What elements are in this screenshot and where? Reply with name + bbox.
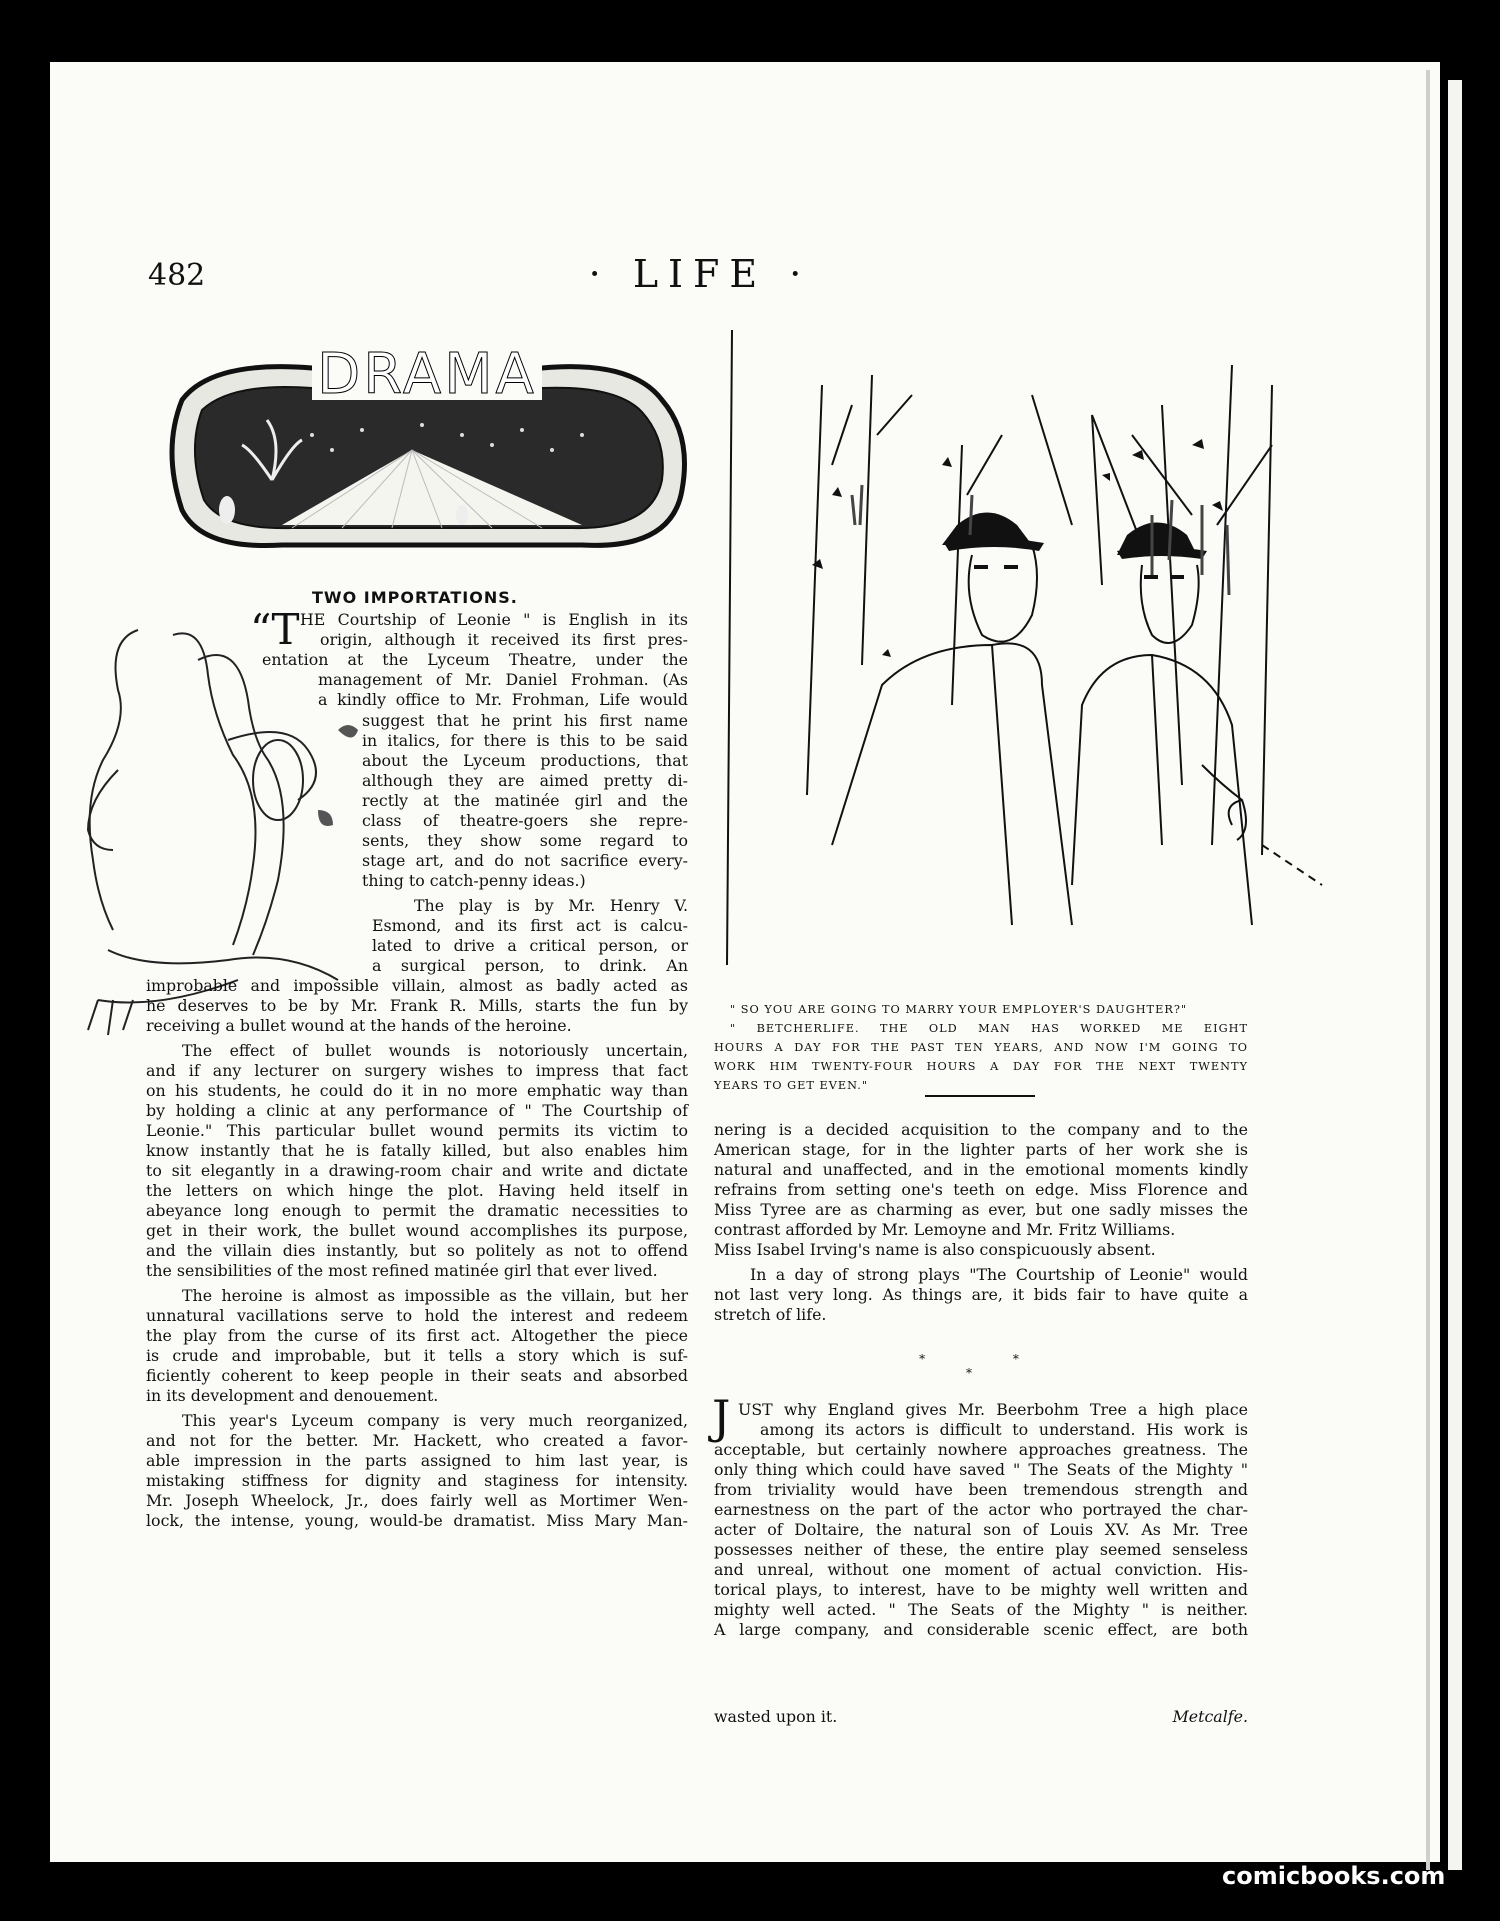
- article-text-line: although they are aimed pretty di-: [362, 771, 688, 790]
- article-text-line: able impression in the parts assigned to him last year, is: [146, 1451, 688, 1470]
- article-heading: TWO IMPORTATIONS.: [312, 588, 518, 607]
- article-text-line: the letters on which hinge the plot. Having held itself in: [146, 1181, 688, 1200]
- article-text-line: he deserves to be by Mr. Frank R. Mills, starts the fun by: [146, 996, 688, 1015]
- article-text-line: not last very long. As things are, it bids fair to have quite a: [714, 1285, 1248, 1304]
- page-gutter: [1426, 70, 1430, 1870]
- article-text-line: ficiently coherent to keep people in their seats and absorbed: [146, 1366, 688, 1385]
- second-article-line: acceptable, but certainly nowhere approaches greatness. The: [714, 1440, 1248, 1459]
- article-text-line: American stage, for in the lighter parts of her work she is: [714, 1140, 1248, 1159]
- article-text-line: This year's Lyceum company is very much reorganized,: [182, 1411, 688, 1430]
- article-text-line: unnatural vacillations serve to hold the interest and redeem: [146, 1306, 688, 1325]
- article-text-line: The play is by Mr. Henry V.: [414, 896, 688, 915]
- second-article-line: from triviality would have been tremendous strength and: [714, 1480, 1248, 1499]
- second-article-line: UST why England gives Mr. Beerbohm Tree a high place: [738, 1400, 1248, 1419]
- article-text-line: refrains from setting one's teeth on edge. Miss Florence and: [714, 1180, 1248, 1199]
- second-article-line: wasted upon it.: [714, 1707, 838, 1726]
- drama-banner: [162, 340, 692, 562]
- page-number: 482: [148, 258, 206, 293]
- article-text-line: and the villain dies instantly, but so politely as not to offend: [146, 1241, 688, 1260]
- article-text-line: by holding a clinic at any performance of " The Courtship of: [146, 1101, 688, 1120]
- article-text-line: get in their work, the bullet wound accomplishes its purpose,: [146, 1221, 688, 1240]
- drop-cap-j: J: [712, 1390, 731, 1444]
- article-text-line: Leonie." This particular bullet wound permits its victim to: [146, 1121, 688, 1140]
- article-text-line: a kindly office to Mr. Frohman, Life would: [318, 690, 688, 709]
- article-text-line: The heroine is almost as impossible as the villain, but her: [182, 1286, 688, 1305]
- article-text-line: about the Lyceum productions, that: [362, 751, 688, 770]
- article-text-line: In a day of strong plays "The Courtship of Leonie" would: [750, 1265, 1248, 1284]
- article-text-line: is crude and improbable, but it tells a story which is suf-: [146, 1346, 688, 1365]
- second-article-line: among its actors is difficult to understand. His work is: [760, 1420, 1248, 1439]
- article-text-line: on his students, he could do it in no more emphatic way than: [146, 1081, 688, 1100]
- second-article-line: and unreal, without one moment of actual conviction. His-: [714, 1560, 1248, 1579]
- article-text-line: the play from the curse of its first act. Altogether the piece: [146, 1326, 688, 1345]
- illustration-caption-line: HOURS A DAY FOR THE PAST TEN YEARS, AND NOW I'M GOING TO: [714, 1041, 1248, 1054]
- drama-banner-title: DRAMA: [317, 342, 537, 407]
- two-men-illustration: [712, 325, 1324, 973]
- article-text-line: The effect of bullet wounds is notoriously uncertain,: [182, 1041, 688, 1060]
- article-text-line: Esmond, and its first act is calcu-: [372, 916, 688, 935]
- article-text-line: in its development and denouement.: [146, 1386, 439, 1405]
- watermark: comicbooks.com: [1222, 1862, 1446, 1890]
- illustration-caption-line: " BETCHERLIFE. THE OLD MAN HAS WORKED ME EIGHT: [730, 1022, 1248, 1035]
- second-article-line: A large company, and considerable scenic effect, are both: [714, 1620, 1248, 1639]
- article-text-line: origin, although it received its first pres-: [320, 630, 688, 649]
- article-text-line: receiving a bullet wound at the hands of the heroine.: [146, 1016, 572, 1035]
- magazine-title: · LIFE ·: [588, 252, 812, 296]
- article-text-line: know instantly that he is fatally killed, but also enables him: [146, 1141, 688, 1160]
- drop-cap-t: “T: [250, 605, 300, 654]
- article-text-line: in italics, for there is this to be said: [362, 731, 688, 750]
- illustration-caption-line: WORK HIM TWENTY-FOUR HOURS A DAY FOR THE NEXT TWENTY: [714, 1060, 1248, 1073]
- article-text-line: thing to catch-penny ideas.): [362, 871, 586, 890]
- second-article-line: possesses neither of these, the entire play seemed senseless: [714, 1540, 1248, 1559]
- illustration-caption-line: " SO YOU ARE GOING TO MARRY YOUR EMPLOYER'S DAUGHTER?": [730, 1003, 1188, 1016]
- article-text-line: abeyance long enough to permit the dramatic necessities to: [146, 1201, 688, 1220]
- article-text-line: the sensibilities of the most refined matinée girl that ever lived.: [146, 1261, 658, 1280]
- article-text-line: and if any lecturer on surgery wishes to impress that fact: [146, 1061, 688, 1080]
- two-men-drawing: [712, 325, 1324, 973]
- article-text-line: rectly at the matinée girl and the: [362, 791, 688, 810]
- article-text-line: class of theatre-goers she repre-: [362, 811, 688, 830]
- article-text-line: suggest that he print his first name: [362, 711, 688, 730]
- article-text-line: Mr. Joseph Wheelock, Jr., does fairly well as Mortimer Wen-: [146, 1491, 688, 1510]
- article-text-line: Miss Isabel Irving's name is also conspicuously absent.: [714, 1240, 1156, 1259]
- article-text-line: contrast afforded by Mr. Lemoyne and Mr. Fritz Williams.: [714, 1220, 1176, 1239]
- article-text-line: a surgical person, to drink. An: [372, 956, 688, 975]
- second-article-line: torical plays, to interest, have to be mighty well written and: [714, 1580, 1248, 1599]
- article-text-line: HE Courtship of Leonie " is English in its: [300, 610, 688, 629]
- illustration-caption-line: YEARS TO GET EVEN.": [714, 1079, 869, 1092]
- article-text-line: natural and unaffected, and in the emotional moments kindly: [714, 1160, 1248, 1179]
- article-text-line: nering is a decided acquisition to the company and to the: [714, 1120, 1248, 1139]
- article-text-line: entation at the Lyceum Theatre, under the: [262, 650, 688, 669]
- article-text-line: mistaking stiffness for dignity and staginess for intensity.: [146, 1471, 688, 1490]
- article-text-line: improbable and impossible villain, almost as badly acted as: [146, 976, 688, 995]
- article-text-line: sents, they show some regard to: [362, 831, 688, 850]
- article-text-line: stretch of life.: [714, 1305, 827, 1324]
- second-article-line: earnestness on the part of the actor who portrayed the char-: [714, 1500, 1248, 1519]
- article-text-line: stage art, and do not sacrifice every-: [362, 851, 688, 870]
- second-article-line: acter of Doltaire, the natural son of Louis XV. As Mr. Tree: [714, 1520, 1248, 1539]
- article-text-line: Miss Tyree are as charming as ever, but one sadly misses the: [714, 1200, 1248, 1219]
- caption-rule: [925, 1095, 1035, 1097]
- second-article-line: mighty well acted. " The Seats of the Mighty " is neither.: [714, 1600, 1248, 1619]
- article-text-line: management of Mr. Daniel Frohman. (As: [318, 670, 688, 689]
- article-text-line: to sit elegantly in a drawing-room chair and write and dictate: [146, 1161, 688, 1180]
- article-text-line: lated to drive a critical person, or: [372, 936, 688, 955]
- article-text-line: and not for the better. Mr. Hackett, who created a favor-: [146, 1431, 688, 1450]
- second-article-line: only thing which could have saved " The Seats of the Mighty ": [714, 1460, 1248, 1479]
- section-separator: * * *: [919, 1352, 1061, 1380]
- author-signature: Metcalfe.: [1172, 1707, 1248, 1726]
- next-page-edge: [1448, 80, 1462, 1870]
- article-text-line: lock, the intense, young, would-be dramatist. Miss Mary Man-: [146, 1511, 688, 1530]
